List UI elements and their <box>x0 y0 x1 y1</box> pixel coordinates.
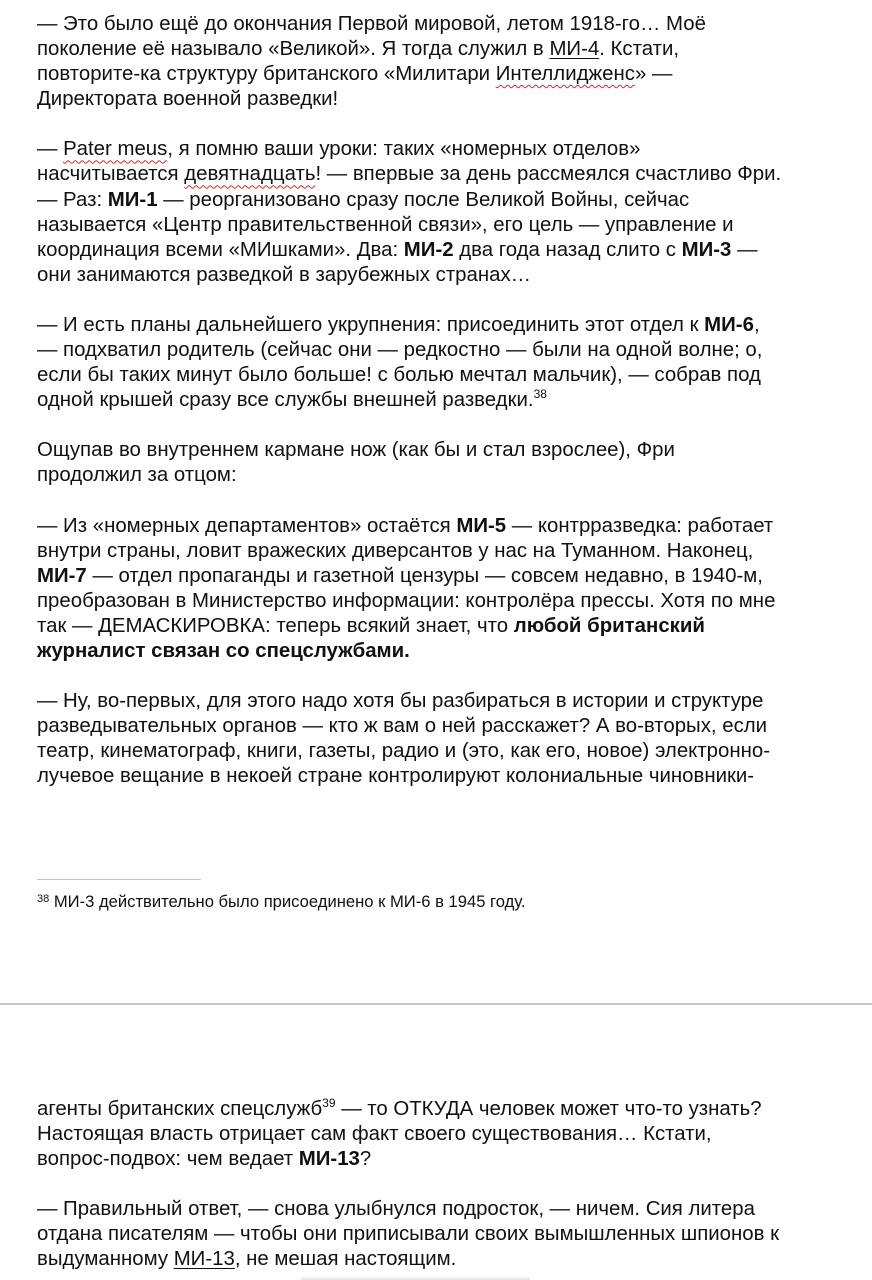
spellcheck-word[interactable]: Интеллидженс <box>495 63 635 86</box>
bold-phrase: журналист связан со спецслужбами. <box>37 639 410 662</box>
mi-13-link[interactable]: МИ-13 <box>173 1248 235 1271</box>
text-line: продолжил за отцом: <box>37 464 237 487</box>
text-line: Настоящая власть отрицает сам факт своего существования… Кстати, <box>37 1123 712 1146</box>
text-line: — Из «номерных департаментов» остаётся МИ-5 — контрразведка: работает <box>37 514 774 537</box>
text-line: — И есть планы дальнейшего укрупнения: присоединить этот отдел к МИ-6, <box>37 313 760 336</box>
footnote-38 <box>37 892 526 912</box>
document-page-2 <box>0 1005 872 1280</box>
text-line: координация всеми «МИшками». Два: МИ-2 два года назад слито с МИ-3 — <box>37 238 758 261</box>
footnote-ref-38[interactable]: 38 <box>533 387 547 402</box>
text-line: агенты британских спецслужб$^{39}$ — то ОТКУДА человек может что-то узнать? <box>37 1096 762 1120</box>
bold-term: МИ-13 <box>298 1148 360 1171</box>
text-line: театр, кинематограф, книги, газеты, радио и (это, как его, новое) электронно- <box>37 740 770 763</box>
bold-term: МИ-2 <box>403 238 454 261</box>
bold-term: МИ-6 <box>704 313 754 336</box>
text-line: Ощупав во внутреннем кармане нож (как бы и стал взрослее), Фри <box>37 439 675 462</box>
text-line: — Это было ещё до окончания Первой мировой, летом 1918-го… Моё <box>37 13 706 35</box>
page-1-text <box>37 12 837 789</box>
bold-term: МИ-1 <box>107 188 158 211</box>
text-line: Директората военной разведки! <box>37 88 339 111</box>
footnote-ref-39[interactable]: 39 <box>322 1096 336 1110</box>
bold-phrase: любой британский <box>513 614 705 637</box>
paragraph-5 <box>37 514 837 665</box>
text-line: — Правильный ответ, — снова улыбнулся подросток, — ничем. Сия литера <box>37 1198 755 1221</box>
text-line: вопрос-подвох: чем ведает МИ-13? <box>37 1148 372 1171</box>
paragraph-2 <box>37 137 837 288</box>
bold-term: МИ-5 <box>456 514 507 537</box>
paragraph-8 <box>37 1197 837 1272</box>
text-line: одной крышей сразу все службы внешней разведки.$^{38}$ <box>37 387 547 412</box>
text-line: они занимаются разведкой в зарубежных странах… <box>37 263 532 286</box>
paragraph-6 <box>37 689 837 789</box>
footnote-separator <box>37 879 201 880</box>
text-line: — Ну, во-первых, для этого надо хотя бы разбираться в истории и структуре <box>37 690 764 713</box>
text-line: насчитывается девятнадцать! — впервые за день рассмеялся счастливо Фри. <box>37 163 782 186</box>
text-line: если бы таких минут было больше! с болью мечтал мальчик), — собрав под <box>37 364 761 387</box>
text-line: лучевое вещание в некоей стране контролируют колониальные чиновники- <box>37 765 755 788</box>
text-line: внутри страны, ловит вражеских диверсантов у нас на Туманном. Наконец, <box>37 539 754 562</box>
text-line: преобразован в Министерство информации: контролёра прессы. Хотя по мне <box>37 589 776 612</box>
text-line: называется «Центр правительственной связи», его цель — управление и <box>37 213 734 236</box>
bold-term: МИ-7 <box>37 564 87 587</box>
footnote-text: МИ-3 действительно было присоединено к МИ-6 в 1945 году. <box>49 892 526 911</box>
text-line: выдуманному МИ-13, не мешая настоящим. <box>37 1248 457 1271</box>
page-2-text <box>37 1097 837 1273</box>
text-line <box>37 639 837 664</box>
text-line: разведывательных органов — кто ж вам о ней расскажет? А во-вторых, если <box>37 715 768 738</box>
bold-term: МИ-3 <box>681 238 732 261</box>
mi-4-link[interactable]: МИ-4 <box>549 38 600 61</box>
text-line: МИ-7 — отдел пропаганды и газетной цензуры — совсем недавно, в 1940-м, <box>37 564 763 587</box>
paragraph-4 <box>37 438 837 488</box>
text-line: повторите-ка структуру британского «Милитари Интеллидженс» — <box>37 63 673 86</box>
paragraph-7 <box>37 1097 837 1172</box>
text-line: — Раз: МИ-1 — реорганизовано сразу после Великой Войны, сейчас <box>37 188 690 211</box>
text-line: так — ДЕМАСКИРОВКА: теперь всякий знает, что любой британский <box>37 614 705 637</box>
spellcheck-word[interactable]: Pater meus <box>63 138 168 161</box>
text-line: поколение её называло «Великой». Я тогда служил в МИ-4. Кстати, <box>37 38 680 61</box>
text-line: — подхватил родитель (сейчас они — редкостно — были на одной волне; о, <box>37 339 763 362</box>
bottom-edge-shadow <box>300 1276 530 1280</box>
text-line: отдана писателям — чтобы они приписывали своих вымышленных шпионов к <box>37 1223 780 1246</box>
footnote-number: 38 <box>37 893 50 905</box>
spellcheck-word[interactable]: девятнадцать <box>184 163 316 186</box>
text-line: — Pater meus, я помню ваши уроки: таких «номерных отделов» <box>37 138 641 161</box>
paragraph-3 <box>37 313 837 413</box>
paragraph-1 <box>37 12 837 112</box>
